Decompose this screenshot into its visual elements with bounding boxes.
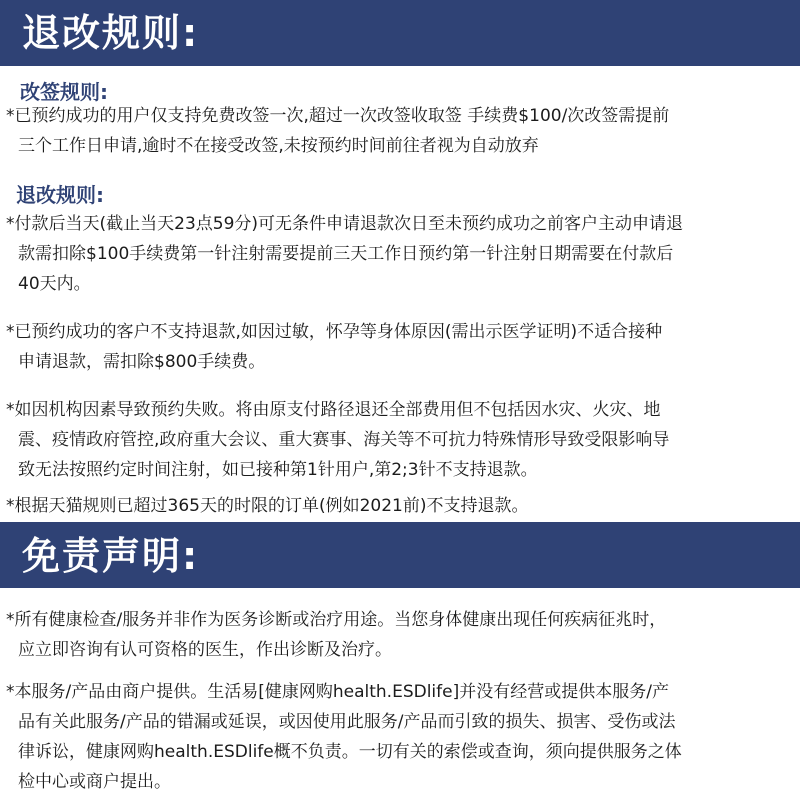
paragraph-disclaimer-item-2 [6, 677, 796, 797]
subheading-change-rules: 改签规则: [20, 80, 108, 104]
text-line: 应立即咨询有认可资格的医生，作出诊断及治疗。 [18, 640, 392, 660]
text-line: 致无法按照约定时间注射，如已接种第1针用户,第2;3针不支持退款。 [18, 460, 538, 480]
text-line: *本服务/产品由商户提供。生活易[健康网购health.ESDlife]并没有经营或提供本服务/产 [6, 682, 669, 702]
text-line: 检中心或商户提出。 [18, 772, 171, 792]
section-banner-disclaimer [0, 522, 800, 588]
text-line: 三个工作日申请,逾时不在接受改签,未按预约时间前往者视为自动放弃 [18, 136, 539, 156]
paragraph-refund-item-2 [6, 317, 796, 377]
text-line: *已预约成功的用户仅支持免费改签一次,超过一次改签收取签 手续费$100/次改签需提前 [6, 106, 670, 126]
text-line: 品有关此服务/产品的错漏或延误，或因使用此服务/产品而引致的损失、损害、受伤或法 [18, 712, 676, 732]
subheading-refund-rules: 退改规则: [16, 183, 104, 207]
text-line: 律诉讼，健康网购health.ESDlife概不负责。一切有关的索偿或查询，须向提供服务之体 [18, 742, 682, 762]
text-line: 40天内。 [18, 274, 91, 294]
paragraph-refund-item-3 [6, 395, 796, 485]
paragraph-disclaimer-item-1 [6, 605, 796, 665]
text-line: *如因机构因素导致预约失败。将由原支付路径退还全部费用但不包括因水灾、火灾、地 [6, 400, 661, 420]
paragraph-refund-item-1 [6, 209, 796, 299]
text-line: *付款后当天(截止当天23点59分)可无条件申请退款次日至未预约成功之前客户主动申请退 [6, 214, 684, 234]
text-line: 申请退款，需扣除$800手续费。 [18, 352, 266, 372]
text-line: *根据天猫规则已超过365天的时限的订单(例如2021前)不支持退款。 [6, 496, 529, 516]
text-line: 款需扣除$100手续费第一针注射需要提前三天工作日预约第一针注射日期需要在付款后 [18, 244, 674, 264]
paragraph-refund-item-4 [6, 491, 796, 521]
text-line: *已预约成功的客户不支持退款,如因过敏，怀孕等身体原因(需出示医学证明)不适合接种 [6, 322, 663, 342]
section-banner-refund-rules [0, 0, 800, 66]
section-title: 免责声明: [22, 534, 200, 578]
text-line: *所有健康检查/服务并非作为医务诊断或治疗用途。当您身体健康出现任何疾病征兆时， [6, 610, 667, 630]
paragraph-change-rules [6, 101, 796, 161]
section-title: 退改规则: [22, 11, 200, 55]
text-line: 震、疫情政府管控,政府重大会议、重大赛事、海关等不可抗力特殊情形导致受限影响导 [18, 430, 670, 450]
